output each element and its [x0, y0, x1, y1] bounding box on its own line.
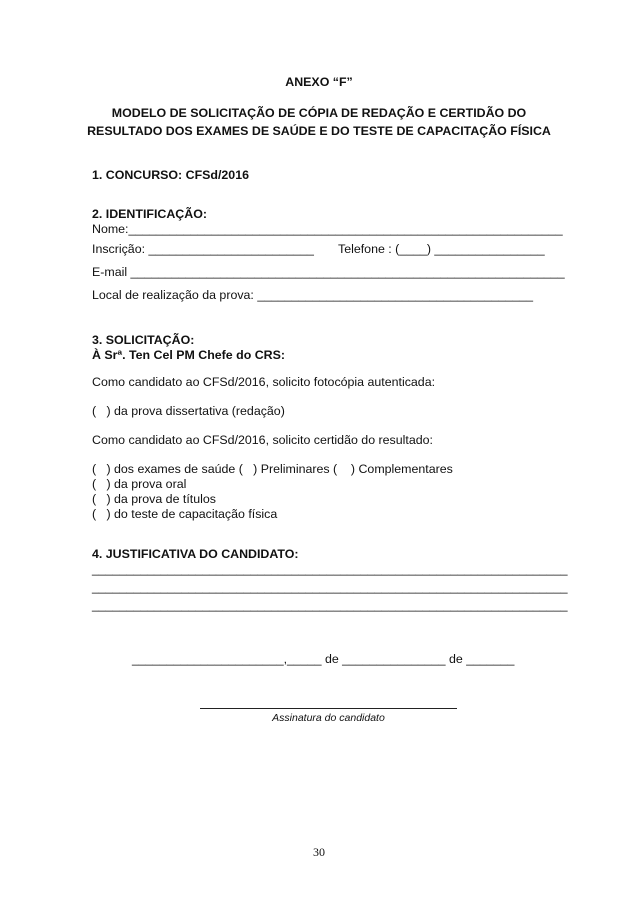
certificate-option-saude[interactable]: ( ) dos exames de saúde ( ) Preliminares ( ) Complementares [92, 462, 453, 476]
signature-line[interactable] [200, 708, 457, 709]
annex-title: ANEXO “F” [285, 75, 353, 89]
section4-heading: 4. JUSTIFICATIVA DO CANDIDATO: [92, 547, 299, 561]
certificate-option-titulos[interactable]: ( ) da prova de títulos [92, 492, 216, 506]
addressee-line: À Srª. Ten Cel PM Chefe do CRS: [92, 348, 285, 362]
model-title-line2: RESULTADO DOS EXAMES DE SAÚDE E DO TESTE DE CAPACITAÇÃO FÍSICA [87, 124, 551, 138]
signature-caption: Assinatura do candidato [272, 712, 385, 724]
date-line[interactable]: ______________________,_____ de _______________ de _______ [132, 652, 515, 666]
justification-line[interactable]: _____________________________________________________________________ [92, 562, 568, 576]
page-number: 30 [313, 845, 325, 859]
local-field[interactable]: Local de realização da prova: ________________________________________ [92, 288, 533, 302]
certificate-option-tcf[interactable]: ( ) do teste de capacitação física [92, 507, 278, 521]
justification-line[interactable]: _____________________________________________________________________ [92, 580, 568, 594]
inscricao-field[interactable]: Inscrição: ________________________ [92, 242, 314, 256]
copy-option-redacao[interactable]: ( ) da prova dissertativa (redação) [92, 404, 285, 418]
nome-field[interactable]: Nome:_______________________________________________________________ [92, 222, 563, 236]
model-title-line1: MODELO DE SOLICITAÇÃO DE CÓPIA DE REDAÇÃO E CERTIDÃO DO [111, 106, 527, 120]
section2-heading: 2. IDENTIFICAÇÃO: [92, 207, 207, 221]
certificate-request-text: Como candidato ao CFSd/2016, solicito certidão do resultado: [92, 433, 433, 447]
section1-heading: 1. CONCURSO: CFSd/2016 [92, 168, 249, 182]
telefone-field[interactable]: Telefone : (____) ________________ [338, 242, 545, 256]
section3-heading: 3. SOLICITAÇÃO: [92, 333, 195, 347]
copy-request-text: Como candidato ao CFSd/2016, solicito fotocópia autenticada: [92, 375, 436, 389]
email-field[interactable]: E-mail _______________________________________________________________ [92, 265, 565, 279]
justification-line[interactable]: _____________________________________________________________________ [92, 598, 568, 612]
certificate-option-oral[interactable]: ( ) da prova oral [92, 477, 187, 491]
